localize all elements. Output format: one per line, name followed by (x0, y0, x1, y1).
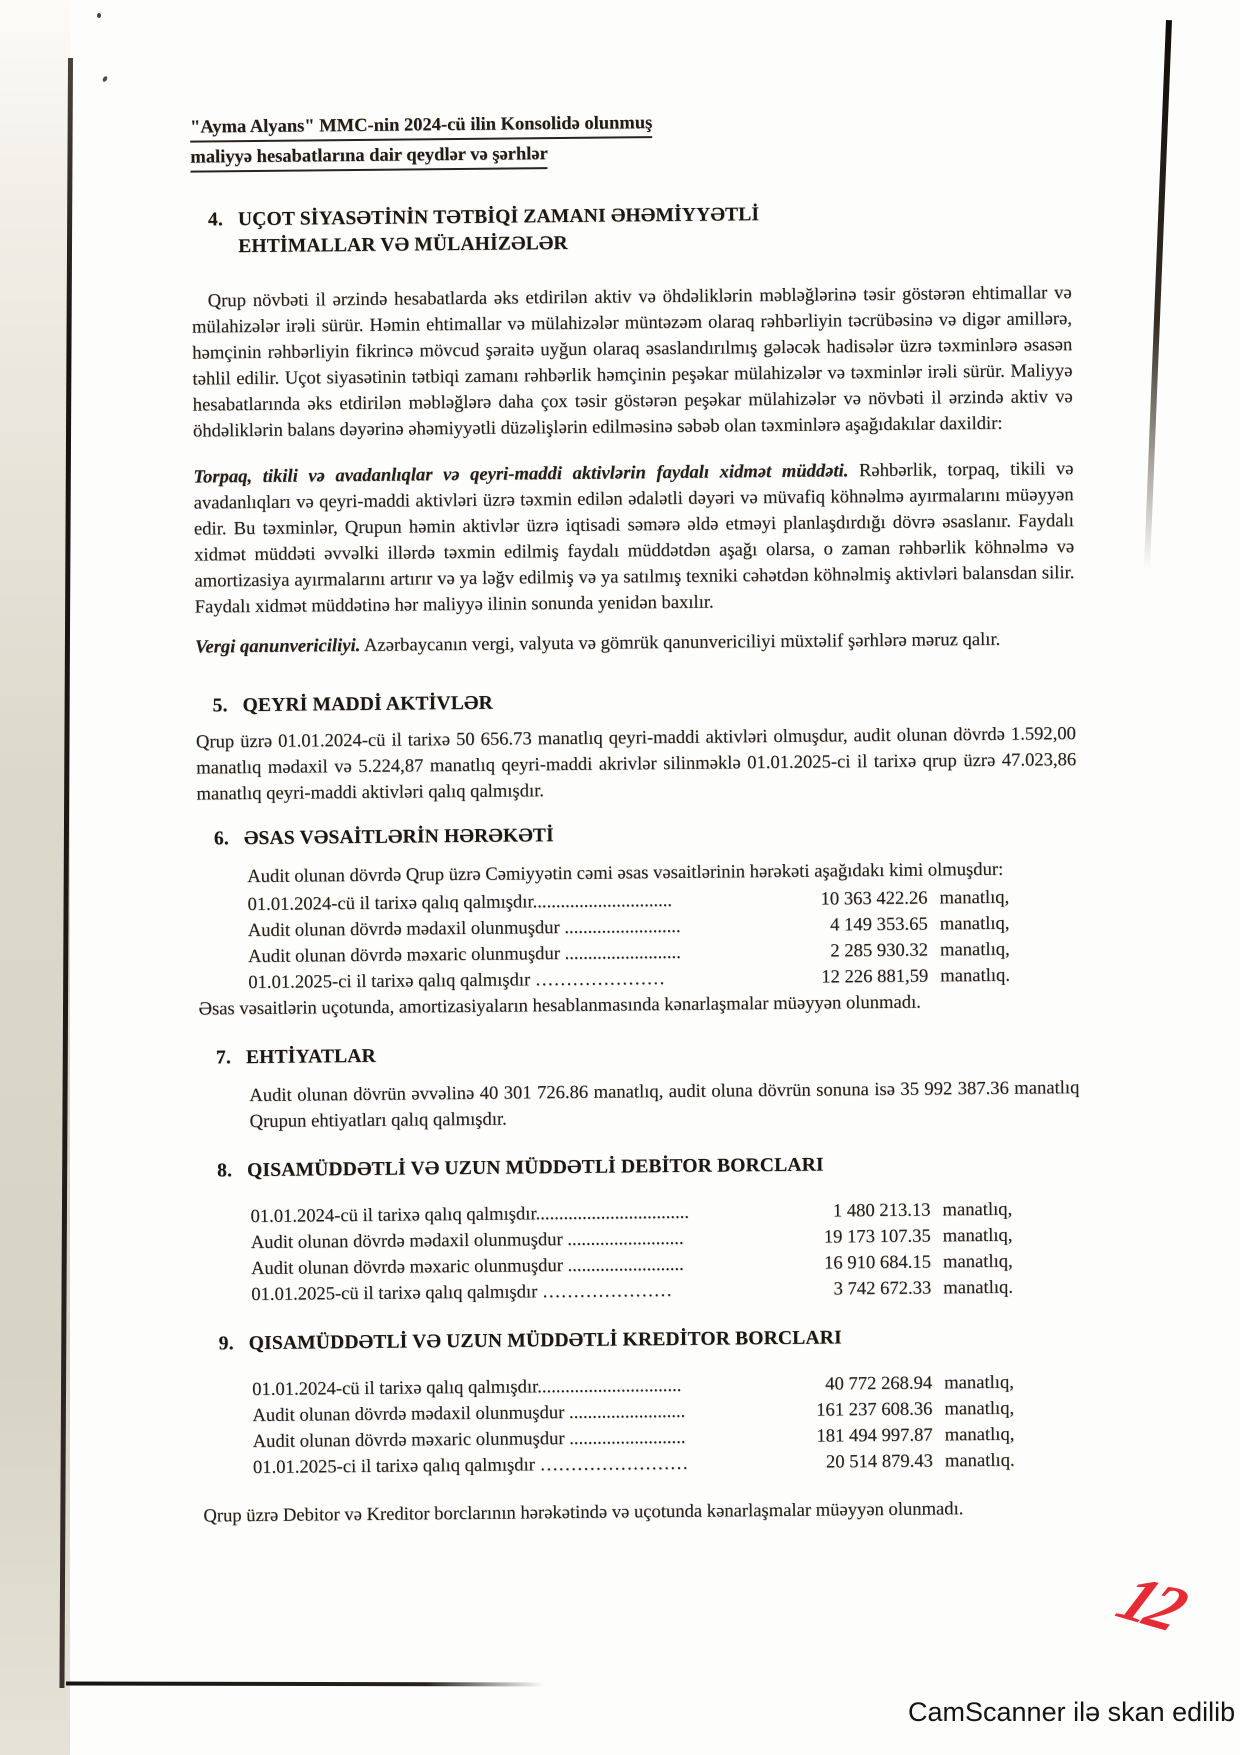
dot-leader: ………………… (541, 1280, 673, 1303)
row-unit: manatlıq. (944, 1449, 1015, 1472)
dot-leader: …………………… (539, 1452, 689, 1476)
section-8-number: 8. (216, 1160, 233, 1182)
row-label: 01.01.2025-cü il tarixə qalıq qalmışdır (251, 1281, 543, 1306)
header-line-2: maliyyə hesabatlarına dair qeydlər və şərhlər (190, 141, 548, 172)
useful-life-body: Rəhbərlik, torpaq, tikili və avadanlıqları və qeyri-maddi aktivləri üzrə təxmin edilən ədalətli dəyəri və müvafiq köhnəlmə ayırmalarını müəyyən edir. Bu təxminlər, Qrupun həmin aktivlər üzrə iqtisadi səmərə əldə etməyi planlaşdırdığı dövrə əsaslanır. Faydalı xidmət müddəti əvvəlki illərdə təxmin edilmiş faydalı müddətdən aşağı olarsa, o zaman rəhbərlik köhnəlmə və amortizasiya ayırmalarını artırır və ya ləğv edilmiş və ya satılmış texniki cəhətdən köhnəlmiş aktivləri balansdan silir. Faydalı xidmət müddətinə hər maliyyə ilinin sonunda yenidən baxılır. (193, 458, 1075, 618)
row-amount: 16 910 684.15 (823, 1251, 932, 1274)
dot-leader: ......................... (564, 941, 681, 965)
section-6-heading (214, 817, 1077, 852)
row-unit: manatlıq, (942, 1198, 1013, 1221)
section-6-number: 6. (213, 828, 230, 850)
row-amount: 12 226 881,59 (821, 965, 929, 988)
row-unit: manatlıq. (943, 1276, 1014, 1299)
row-unit: manatlıq, (942, 1250, 1013, 1273)
section-7-number: 7. (215, 1047, 232, 1069)
section-7-heading (216, 1036, 1079, 1071)
row-amount: 3 742 672.33 (833, 1277, 932, 1300)
row-label: Audit olunan dövrdə mədaxil olunmuşdur (247, 917, 565, 942)
row-unit: manatlıq, (942, 1224, 1013, 1247)
row-label: Audit olunan dövrdə məxaric olunmuşdur (250, 1255, 568, 1280)
dot-leader: ......................... (567, 1227, 684, 1251)
section-8-title: QISAMÜDDƏTLİ VƏ UZUN MÜDDƏTLİ DEBİTOR BORCLARI (246, 1154, 824, 1182)
document-page (189, 0, 1084, 1530)
row-label: Audit olunan dövrdə məxaric olunmuşdur (247, 943, 565, 968)
section-6-intro: Audit olunan dövrdə Qrup üzrə Cəmiyyətin cəmi əsas vəsaitlərinin hərəkəti aşağıdakı kimi olmuşdur: (247, 858, 1004, 888)
row-unit: manatlıq, (939, 938, 1010, 961)
section-9-number: 9. (218, 1333, 234, 1355)
section-5-heading (212, 684, 1075, 719)
row-unit: manatlıq, (939, 886, 1010, 909)
row-label: 01.01.2024-cü il tarixə qalıq qalmışdır (250, 1203, 536, 1228)
dot-leader: ......................... (568, 1400, 686, 1423)
section-4-title-line1: UÇOT SİYASƏTİNİN TƏTBİQİ ZAMANI ƏHƏMİYYƏTLİ (237, 204, 760, 231)
scan-speck (102, 75, 108, 82)
section-4-title-line2: EHTİMALLAR VƏ MÜLAHİZƏLƏR (238, 232, 568, 258)
page-edge-shadow-bottom (66, 1681, 544, 1686)
page-edge-shadow-right (1144, 20, 1172, 570)
section-9-heading (219, 1322, 1082, 1357)
handwritten-page-number: 12 (1105, 1562, 1195, 1645)
camscanner-watermark: CamScanner ilə skan edilib (908, 1697, 1236, 1727)
document-header (190, 104, 1071, 172)
row-label: 01.01.2025-ci il tarixə qalıq qalmışdır (252, 1454, 540, 1479)
row-unit: manatlıq, (939, 912, 1010, 935)
section-7-paragraph: Audit olunan dövrün əvvəlinə 40 301 726.86 manatlıq, audit oluna dövrün sonuna isə 35 992 387.36 manatlıq Qrupun ehtiyatları qalıq qalmışdır. (249, 1077, 1080, 1133)
row-amount: 2 285 930.32 (830, 939, 929, 962)
row-label: 01.01.2025-ci il tarixə qalıq qalmışdır (248, 969, 535, 994)
dot-leader: ................................. (535, 1201, 690, 1225)
row-amount: 10 363 422.26 (820, 887, 928, 910)
row-label: Audit olunan dövrdə mədaxil olunmuşdur (250, 1229, 568, 1254)
row-unit: manatlıq, (944, 1397, 1015, 1420)
row-label: 01.01.2024-cü il tarixə qalıq qalmışdır (247, 891, 533, 916)
row-label: 01.01.2024-cü il tarixə qalıq qalmışdır (252, 1376, 538, 1401)
row-amount: 40 772 268.94 (825, 1372, 933, 1395)
dot-leader: ………………… (534, 968, 666, 991)
closing-note: Qrup üzrə Debitor və Kreditor borclarının hərəkətində və uçotunda kənarlaşmalar müəyyən olunmadı. (203, 1498, 964, 1527)
row-unit: manatlıq, (944, 1423, 1015, 1446)
row-label: Audit olunan dövrdə mədaxil olunmuşdur (252, 1401, 570, 1427)
dot-leader: ............................... (537, 1374, 682, 1398)
section-6-title: ƏSAS VƏSAİTLƏRİN HƏRƏKƏTİ (243, 825, 554, 850)
dot-leader: ......................... (567, 1253, 684, 1277)
section-8-rows (250, 1196, 1081, 1308)
scan-speck (97, 13, 101, 18)
section-5-paragraph: Qrup üzrə 01.01.2024-cü il tarixə 50 656.73 manatlıq qeyri-maddi aktivləri olmuşdur, audit olunan dövrdə 1.592,00 manatlıq mədaxil və 5.224,87 manatlıq qeyri-maddi akrivlər silinməklə 01.01.2025-ci il tarixə qrup üzrə 47.023,86 manatlıq qeyri-maddi aktivləri qalıq qalmışdır. (195, 723, 1077, 805)
section-7-title: EHTİYATLAR (245, 1045, 376, 1069)
row-amount: 4 149 353.65 (830, 913, 928, 936)
section-8-heading (217, 1149, 1080, 1184)
row-amount: 19 173 107.35 (823, 1225, 931, 1248)
section-6-rows (247, 884, 1078, 996)
useful-life-lead: Torpaq, tikili və avadanlıqlar və qeyri-maddi aktivlərin faydalı xidmət müddəti. (193, 460, 849, 488)
section-4-paragraph: Qrup növbəti il ərzində hesabatlarda əks etdirilən aktiv və öhdəliklərin məbləğlərinə təsir göstərən ehtimallar və mülahizələr irəli sürür. Həmin ehtimallar və mülahizələr müntəzəm olaraq rəhbərliyin təcrübəsinə və digər amillərə, həmçinin rəhbərliyin fikrincə mövcud şəraitə uyğun olaraq əsaslandırılmış gələcək hadisələr üzrə təxminlərə əsasən təhlil edilir. Uçot siyasətinin tətbiqi zamanı rəhbərlik həmçinin peşəkar mülahizələr və təxminlər irəli sürür. Maliyyə hesabatlarında əks etdirilən məbləğlərə daha çox təsir göstərən peşəkar mülahizələr və növbəti il ərzində aktiv və öhdəliklərin balans dəyərinə əhəmiyyətli düzəlişlərin edilməsinə səbəb olan təxminlərə aşağıdakılar daxildir: (191, 282, 1073, 442)
row-amount: 181 494 997.87 (816, 1424, 933, 1447)
dot-leader: .............................. (532, 889, 673, 913)
section-4-number: 4. (207, 209, 224, 231)
useful-life-paragraph (193, 456, 1074, 620)
tax-law-paragraph (195, 626, 1075, 660)
row-amount: 161 237 608.36 (816, 1398, 933, 1421)
section-4-title (238, 201, 760, 260)
section-6-note: Əsas vəsaitlərin uçotunda, amortizasiyaların hesablanmasında kənarlaşmalar müəyyən olunmadı. (198, 991, 921, 1020)
section-5-title: QEYRİ MADDİ AKTİVLƏR (242, 692, 493, 717)
row-unit: manatlıq, (944, 1371, 1014, 1394)
tax-law-body: Azərbaycanın vergi, valyuta və gömrük qanunvericiliyi müxtəlif şərhlərə məruz qalır. (360, 628, 1001, 656)
section-4-heading (208, 198, 1071, 260)
row-label: Audit olunan dövrdə məxaric olunmuşdur (252, 1427, 570, 1453)
dot-leader: ......................... (564, 915, 681, 939)
header-line-1: "Ayma Alyans" MMC-nin 2024-cü ilin Konsolidə olunmuş (190, 110, 652, 142)
section-9-title: QISAMÜDDƏTLİ VƏ UZUN MÜDDƏTLİ KREDİTOR BORCLARI (248, 1327, 842, 1355)
section-9-rows (252, 1369, 1083, 1481)
row-unit: manatlıq. (940, 964, 1011, 987)
row-amount: 20 514 879.43 (825, 1450, 934, 1473)
tax-law-lead: Vergi qanunvericiliyi. (194, 634, 361, 658)
dot-leader: ......................... (569, 1426, 686, 1449)
row-amount: 1 480 213.13 (832, 1199, 931, 1222)
section-5-number: 5. (212, 695, 228, 717)
